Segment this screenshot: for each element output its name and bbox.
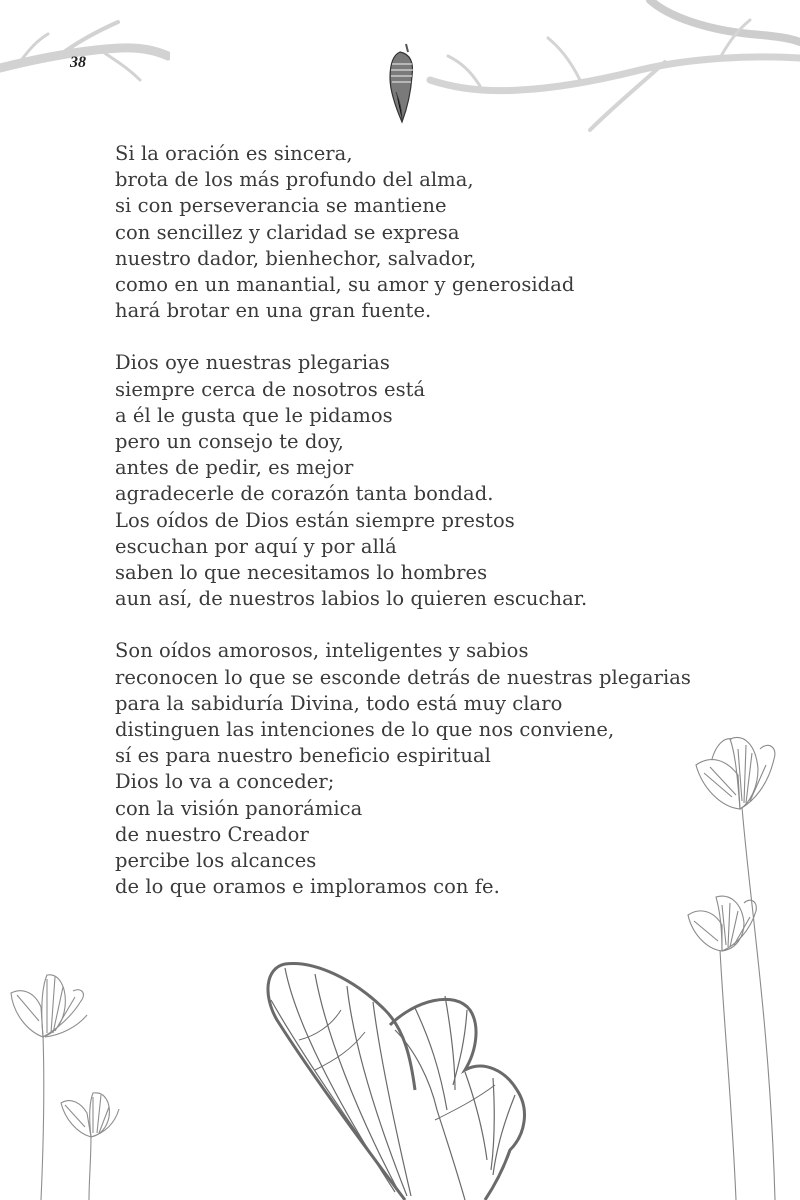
poem-line: Dios lo va a conceder;: [115, 770, 335, 794]
poem-line: pero un consejo te doy,: [115, 430, 344, 454]
stanza-1: [115, 141, 755, 324]
poem-line: para la sabiduría Divina, todo está muy claro: [115, 691, 563, 715]
stanza-3: [115, 638, 755, 900]
poem-line: escuchan por aquí y por allá: [115, 534, 397, 558]
poem-line: con sencillez y claridad se expresa: [115, 220, 460, 244]
poem-line: saben lo que necesitamos lo hombres: [115, 561, 488, 585]
butterfly-wing-icon: [255, 960, 545, 1200]
poem-line: percibe los alcances: [115, 849, 317, 873]
chrysalis-icon: [382, 42, 422, 128]
poem-line: agradecerle de corazón tanta bondad.: [115, 482, 494, 506]
poem-line: de lo que oramos e imploramos con fe.: [115, 875, 500, 899]
poem-line: Si la oración es sincera,: [115, 142, 353, 165]
branch-top-right-icon: [420, 0, 800, 140]
poem-line: aun así, de nuestros labios lo quieren escuchar.: [115, 587, 588, 611]
poem-line: hará brotar en una gran fuente.: [115, 299, 432, 323]
poem-line: de nuestro Creador: [115, 822, 309, 846]
poem-line: nuestro dador, bienhechor, salvador,: [115, 246, 477, 270]
poem-line: a él le gusta que le pidamos: [115, 403, 393, 427]
poem-line: antes de pedir, es mejor: [115, 456, 354, 480]
poem-line: brota de los más profundo del alma,: [115, 168, 474, 192]
poem-line: Los oídos de Dios están siempre prestos: [115, 508, 515, 532]
poem-line: distinguen las intenciones de lo que nos conviene,: [115, 718, 615, 742]
tulip-flower-icon: [5, 965, 125, 1200]
tulip-flower-icon: [680, 725, 790, 1200]
poem-line: con la visión panorámica: [115, 796, 363, 820]
poem-body: [115, 141, 755, 926]
poem-line: reconocen lo que se esconde detrás de nuestras plegarias: [115, 665, 691, 689]
stanza-2: [115, 350, 755, 612]
page-number: 38: [70, 54, 86, 71]
poem-line: siempre cerca de nosotros está: [115, 377, 426, 401]
poem-line: como en un manantial, su amor y generosidad: [115, 273, 575, 297]
poem-line: Dios oye nuestras plegarias: [115, 351, 390, 375]
poem-line: sí es para nuestro beneficio espiritual: [115, 744, 491, 768]
poem-line: Son oídos amorosos, inteligentes y sabios: [115, 639, 529, 663]
poem-line: si con perseverancia se mantiene: [115, 194, 447, 218]
